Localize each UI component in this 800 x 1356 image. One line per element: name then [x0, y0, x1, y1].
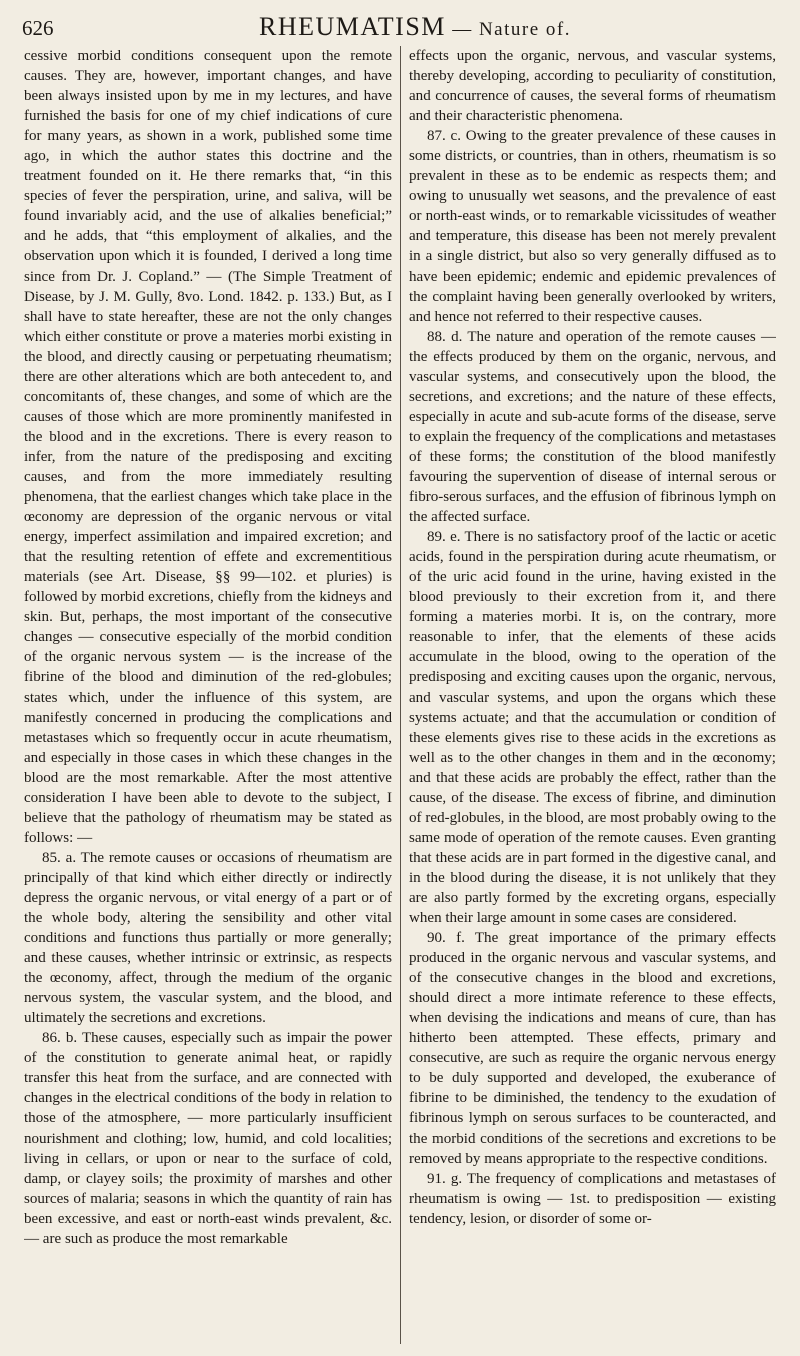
running-title	[52, 12, 778, 42]
paragraph-87: 87. c. Owing to the greater prevalence of these causes in some districts, or countries, than in others, rheumatism is so prevalent in these as to be endemic as respects them; and owing to unusually wet seasons, and the prevalence of east or north-east winds, or to remarkable vicissitudes of weather and temperature, this disease has been not merely prevalent in a single district, but also so very generally diffused as to have been epidemic; endemic and epidemic prevalences of the complaint having been generally overlooked by writers, and hence not referred to their respective causes.	[409, 128, 776, 325]
page-header	[22, 12, 778, 48]
paragraph-91: 91. g. The frequency of complications and metastases of rheumatism is owing — 1st. to predisposition — existing tendency, lesion, or disorder of some or-	[409, 1170, 776, 1227]
paragraph-86: 86. b. These causes, especially such as impair the power of the constitution to generate animal heat, or rapidly transfer this heat from the surface, and are connected with changes in the electrical conditions of the body in relation to those of the atmosphere, — more particularly insufficient nourishment and clothing; low, humid, and cold localities; living in cellars, or upon or near to the surface of cold, damp, or clayey soils; the proximity of marshes and other sources of malaria; seasons in which the quantity of rain has been excessive, and east or north-east winds prevalent, &c. — are such as produce the most remarkable	[24, 1030, 392, 1247]
text-columns	[24, 46, 776, 1344]
page-number: 626	[22, 16, 54, 40]
running-title-main: RHEUMATISM	[259, 12, 446, 41]
paragraph-90: 90. f. The great importance of the primary effects produced in the organic nervous and vascular systems, and of the consecutive changes in the blood and excretions, should direct a more intimate reference to these effects, when devising the indications and means of cure, than has hitherto been attempted. These effects, primary and consecutive, are such as require the organic nervous energy to be duly supported and developed, the exuberance of fibrine to be diminished, the tendency to the exudation of fibrinous lymph on serous surfaces to be counteracted, and the morbid conditions of the secretions and excretions to be removed by means appropriate to the respective conditions.	[409, 930, 776, 1167]
right-column	[400, 46, 776, 1344]
paragraph-89: 89. e. There is no satisfactory proof of the lactic or acetic acids, found in the perspiration during acute rheumatism, or of the uric acid found in the urine, having existed in the blood previously to their excretion from it, and there forming a materies morbi. It is, on the contrary, more reasonable to infer, that the elements of these acids accumulate in the blood, owing to the operation of the predisposing and exciting causes upon the organic, nervous, and vascular systems, and upon the organs which these systems actuate; and that the accumulation or condition of these elements gives rise to these acids in the excretions as well as to the other changes in them and in the œconomy; and that these acids are probably the effect, rather than the cause, of the disease. The excess of fibrine, and diminution of red-globules, in the blood, are most probably owing to the same mode of operation of the remote causes. Even granting that these acids are in part formed in the digestive canal, and in the blood during the disease, it is not unlikely that they are also partly formed by the excreting organs, especially when their large amount in some cases are considered.	[409, 529, 776, 927]
paragraph-86-continued: effects upon the organic, nervous, and vascular systems, thereby developing, according to peculiarity of constitution, and concurrence of causes, the several forms of rheumatism and their characteristic phenomena.	[409, 48, 776, 125]
paragraph-88: 88. d. The nature and operation of the remote causes — the effects produced by them on the organic, nervous, and vascular systems, and consecutively upon the blood, the secretions, and excretions; and the nature of these effects, especially in acute and sub-acute forms of the disease, serve to explain the frequency of the complications and metastases of these forms; the constitution of the blood manifestly favouring the supervention of disease of internal serous or fibro-serous surfaces, and the effusion of fibrinous lymph on the affected surface.	[409, 328, 776, 526]
left-column	[24, 46, 400, 1344]
paragraph-continued: cessive morbid conditions consequent upon the remote causes. They are, however, important changes, and have been always insisted upon by me in my lectures, and have furnished the basis for one of my chief indications of cure for many years, as shown in a work, published some time ago, in which the author states this doctrine and the treatment founded on it. He there remarks that, “in this species of fever the perspiration, urine, and saliva, will be found invariably acid, and the use of alkalies beneficial;” and he adds, that “this employment of alkalies, and the observation upon which it is founded, I derived a long time since from Dr. J. Copland.” — (The Simple Treatment of Disease, by J. M. Gully, 8vo. Lond. 1842. p. 133.) But, as I shall have to state hereafter, these are not the only changes which either constitute or prove a materies morbi existing in the blood, and directly causing or perpetuating rheumatism; there are other alterations which are both antecedent to, and concomitants of, these changes, and some of which are the causes of those which are more prominently manifested in the blood and in the excretions. There is every reason to infer, from the nature of the predisposing and exciting causes, and from the more immediately resulting phenomena, that the earliest changes which take place in the œconomy are depression of the organic nervous or vital energy, imperfect assimilation and impaired excretion; and that the resulting retention of effete and excrementitious materials (see Art. Disease, §§ 99—102. et pluries) is followed by morbid excretions, chiefly from the kidneys and skin. But, perhaps, the most important of the consecutive changes — consecutive especially of the morbid condition of the organic nervous system — is the increase of the fibrine of the blood and diminution of the red-globules; states which, under the influence of this system, are manifestly concerned in producing the complications and metastases which so frequently occur in acute rheumatism, and especially in those cases in which these changes in the blood are the most remarkable. After the most attentive consideration I have been able to devote to the subject, I believe that the pathology of rheumatism may be stated as follows: —	[24, 48, 392, 846]
paragraph-85: 85. a. The remote causes or occasions of rheumatism are principally of that kind which either directly or indirectly depress the organic nervous, or vital energy of a part or of the whole body, altering the sensibility and other vital conditions and functions thus partially or more generally; and these causes, whether intrinsic or extrinsic, as respects the œconomy, affect, through the medium of the organic nervous system, the vascular system, and the blood, and ultimately the secretions and excretions.	[24, 849, 392, 1027]
running-title-rest: — Nature of.	[445, 19, 571, 40]
